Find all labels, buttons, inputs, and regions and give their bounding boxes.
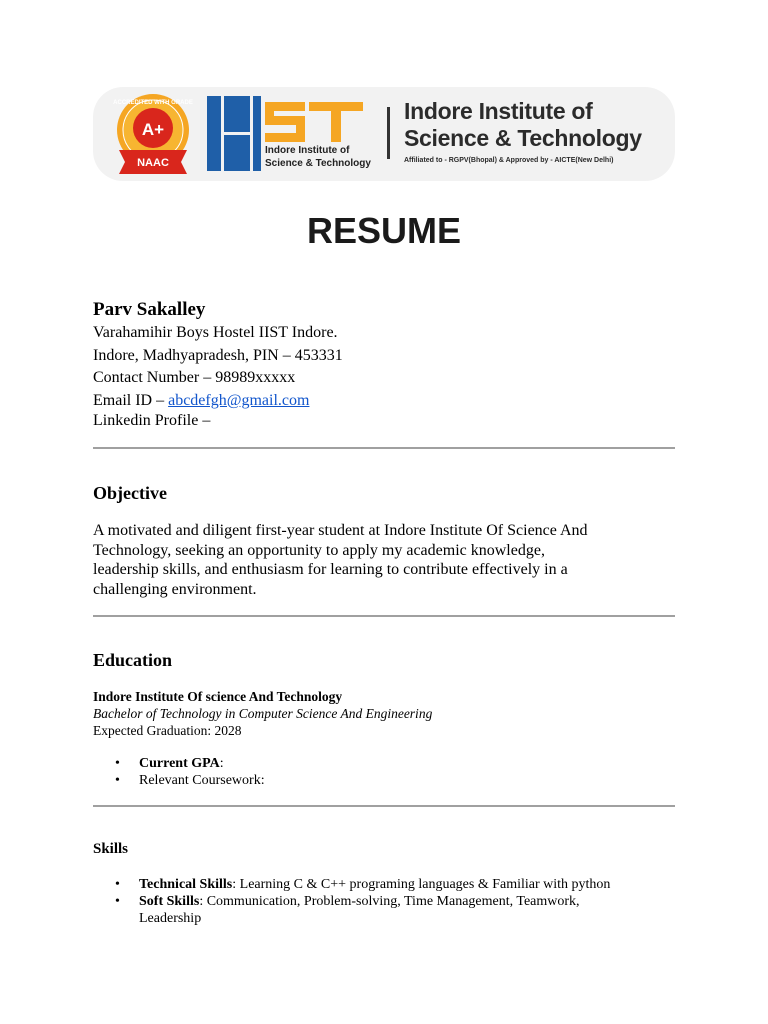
education-details [93,688,675,739]
header-divider [387,107,390,159]
objective-line: A motivated and diligent first-year student at Indore Institute Of Science And [93,522,588,539]
list-item: • Current GPA: [93,755,675,772]
badge-label: NAAC [137,157,169,169]
objective-text [93,521,675,599]
list-item [93,876,675,893]
technical-skills-text: : Learning C & C++ programing languages & Familiar with python [232,877,611,892]
badge-top-text: ACCREDITED WITH GRADE [113,100,193,106]
badge-grade: A+ [141,120,165,139]
skills-section [93,840,675,858]
list-item: • Relevant Coursework: [93,772,675,789]
institute-name-line1: Indore Institute of [404,98,593,124]
institute-affiliation: Affiliated to - RGPV(Bhopal) & Approved by - AICTE(New Delhi) [404,157,614,164]
page-title: RESUME [306,210,462,251]
degree-name: Bachelor of Technology in Computer Science And Engineering [93,706,433,721]
expected-graduation: Expected Graduation: 2028 [93,723,242,738]
section-divider [93,447,675,449]
section-divider [93,805,675,807]
section-divider [93,615,675,617]
linkedin-profile: Linkedin Profile – [93,412,211,429]
list-item [93,893,675,927]
skills-bullets [93,876,675,927]
header-banner [93,87,675,181]
soft-skills-text: : Communication, Problem-solving, Time Management, Teamwork, [199,894,580,909]
education-heading: Education [93,650,173,670]
objective-section [93,482,675,504]
email-row [93,390,675,413]
address-line-1: Varahamihir Boys Hostel IIST Indore. [93,324,338,341]
skills-heading: Skills [93,841,129,857]
education-section [93,649,675,671]
objective-line: Technology, seeking an opportunity to apply my academic knowledge, [93,541,545,559]
institute-name-line2: Science & Technology [404,125,642,151]
svg-text:Science & Technology: Science & Technology [265,158,371,169]
contact-block [93,298,675,430]
objective-line: leadership skills, and enthusiasm for learning to contribute effectively in a [93,561,568,578]
institution-name: Indore Institute Of science And Technology [93,689,343,704]
soft-skills-label: Soft Skills [139,894,200,909]
svg-text:Indore Institute of: Indore Institute of [265,145,350,156]
institute-name [404,98,642,152]
email-label: Email ID – [93,391,169,409]
iist-logo-icon [207,96,377,171]
soft-skills-text-cont: Leadership [139,911,202,926]
objective-heading: Objective [93,483,167,503]
gpa-label: Current GPA [139,756,220,771]
address-line-2: Indore, Madhyapradesh, PIN – 453331 [93,346,343,364]
naac-badge-icon [113,90,193,178]
candidate-name: Parv Sakalley [93,299,206,320]
email-link[interactable]: abcdefgh@gmail.com [168,391,310,409]
contact-number: Contact Number – 98989xxxxx [93,369,296,386]
technical-skills-label: Technical Skills [139,877,233,892]
education-bullets [93,755,675,789]
objective-line: challenging environment. [93,580,257,598]
